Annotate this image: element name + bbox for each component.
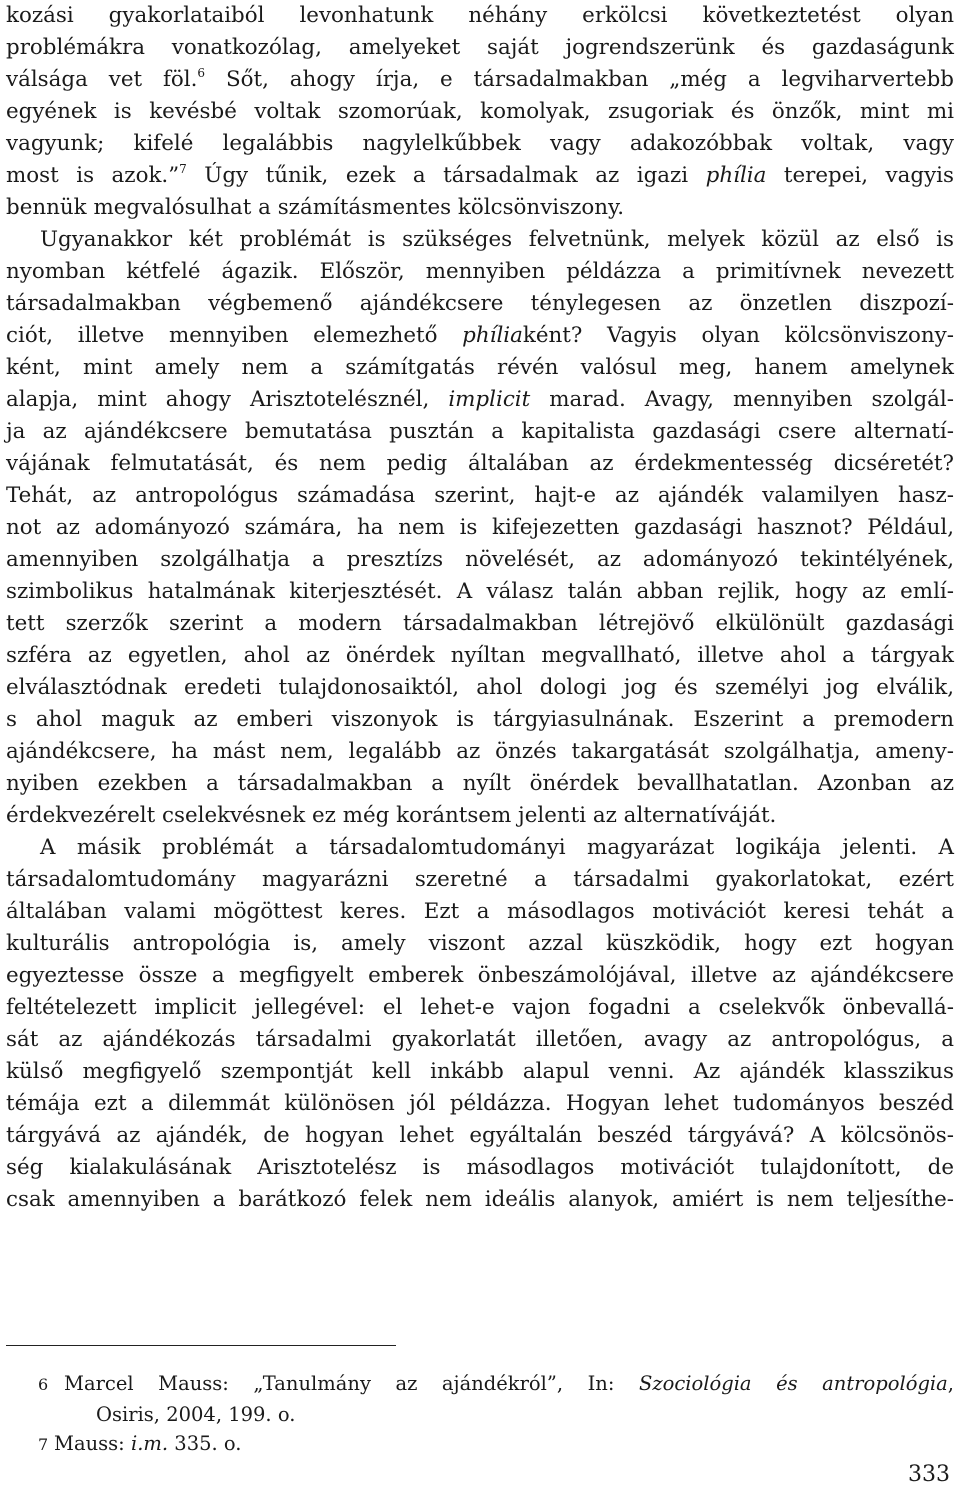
text-line: nyiben ezekben a társadalmakban a nyílt önérdek bevallhatatlan. Azonban az [6, 771, 954, 796]
text-span: most is azok.” [6, 163, 180, 188]
text-line: s ahol maguk az emberi viszonyok is tárgyiasulnának. Eszerint a premodern [6, 707, 954, 732]
text-span: ként? Vagyis olyan kölcsönviszony- [522, 323, 954, 348]
text-line: elválasztódnak eredeti tulajdonosaiktól, ahol dologi jog és személyi jog elválik, [6, 675, 954, 700]
page-number: 333 [908, 1462, 950, 1487]
text-line: egyeztesse össze a megfigyelt emberek önbeszámolójával, illetve az ajándékcsere [6, 963, 954, 988]
text-line: Ugyanakkor két problémát is szükséges felvetnünk, melyek közül az első is [40, 227, 954, 252]
text-span: Mauss: [54, 1432, 125, 1455]
footnote-ref[interactable]: 6 [197, 66, 206, 80]
text-span: Marcel Mauss: „Tanulmány az ajándékról”, In: [64, 1372, 615, 1395]
italic-abbrev: i.m. [130, 1432, 169, 1455]
text-line [6, 64, 954, 96]
text-line: ajándékcsere, ha mást nem, legalább az önzés takargatását szolgálhatja, ameny- [6, 739, 954, 764]
text-line [6, 384, 954, 416]
text-line: csak amennyiben a barátkozó felek nem ideális alanyok, amiért is nem teljesíthe- [6, 1187, 954, 1212]
text-line: ja az ajándékcsere bemutatása pusztán a kapitalista gazdasági csere alternatí- [6, 419, 954, 444]
text-span: ciót, illetve mennyiben elemezhető [6, 323, 438, 348]
text-span: alapja, mint ahogy Arisztotelésznél, [6, 387, 430, 412]
text-line: vagyunk; kifelé legalábbis nagylelkűbbek vagy adakozóbbak voltak, vagy [6, 131, 954, 156]
text-line: kozási gyakorlataiból levonhatunk néhány erkölcsi következtetést olyan [6, 3, 954, 28]
italic-term: phília [705, 163, 767, 188]
text-line: társadalomtudomány magyarázni szeretné a társadalmi gyakorlatokat, ezért [6, 867, 954, 892]
text-span: Úgy tűnik, ezek a társadalmak az igazi [204, 163, 689, 188]
footnote-text [64, 1370, 954, 1398]
text-line: bennük megvalósulhat a számításmentes kölcsönviszony. [6, 195, 625, 220]
text-line: ség kialakulásának Arisztotelész is másodlagos motivációt tulajdonított, de [6, 1155, 954, 1180]
text-line [6, 160, 954, 192]
text-line: sát az ajándékozás társadalmi gyakorlatát illetően, avagy az antropológus, a [6, 1027, 954, 1052]
text-line: A másik problémát a társadalomtudományi magyarázat logikája jelenti. A [40, 835, 954, 860]
text-line: általában valami mögöttest keres. Ezt a másodlagos motivációt keresi tehát a [6, 899, 954, 924]
text-line [6, 320, 954, 352]
text-line: szféra az egyetlen, ahol az önérdek nyíltan megvallható, illetve ahol a tárgyak [6, 643, 954, 668]
text-line: Tehát, az antropológus számadása szerint, hajt-e az ajándék valamilyen hasz- [6, 483, 954, 508]
text-line: amennyiben szolgálhatja a presztízs növelését, az adományozó tekintélyének, [6, 547, 954, 572]
text-line: egyének is kevésbé voltak szomorúak, komolyak, zsugoriak és önzők, mint mi [6, 99, 954, 124]
text-line: not az adományozó számára, ha nem is kifejezetten gazdasági hasznot? Például, [6, 515, 954, 540]
text-span: , [947, 1372, 954, 1395]
text-line: külső megfigyelő szempontját kell inkább alapul venni. Az ajándék klasszikus [6, 1059, 954, 1084]
text-span: marad. Avagy, mennyiben szolgál- [549, 387, 955, 412]
text-line: érdekvezérelt cselekvésnek ez még korántsem jelenti az alternatíváját. [6, 803, 777, 828]
footnote-text [54, 1430, 242, 1458]
italic-term: implicit [448, 387, 531, 412]
text-line: ként, mint amely nem a számítgatás révén valósul meg, hanem amelynek [6, 355, 954, 380]
text-line: problémákra vonatkozólag, amelyeket saját jogrendszerünk és gazdaságunk [6, 35, 954, 60]
text-line: feltételezett implicit jellegével: el lehet-e vajon fogadni a cselekvők önbevallá- [6, 995, 954, 1020]
footnote-ref[interactable]: 7 [179, 162, 187, 176]
text-line: tárgyává az ajándék, de hogyan lehet egyáltalán beszéd tárgyává? A kölcsönös- [6, 1123, 954, 1148]
text-line: társadalmakban végbemenő ajándékcsere ténylegesen az önzetlen diszpozí- [6, 291, 954, 316]
text-line: kulturális antropológia is, amely viszont azzal küszködik, hogy ezt hogyan [6, 931, 954, 956]
italic-title: Szociológia és antropológia [638, 1372, 948, 1395]
footnote-number: 7 [38, 1435, 49, 1454]
footnote-text: Osiris, 2004, 199. o. [96, 1403, 296, 1426]
text-line: vájának felmutatását, és nem pedig általában az érdekmentesség dicséretét? [6, 451, 954, 476]
footnote-separator [6, 1345, 396, 1346]
footnote-number: 6 [38, 1375, 49, 1394]
text-span: 335. o. [174, 1432, 242, 1455]
text-span: terepei, vagyis [783, 163, 954, 188]
text-span: Sőt, ahogy írja, e társadalmakban „még a legviharvertebb [225, 67, 954, 92]
text-line: témája ezt a dilemmát különösen jól példázza. Hogyan lehet tudományos beszéd [6, 1091, 954, 1116]
text-span: válsága vet föl. [6, 67, 198, 92]
text-line: nyomban kétfelé ágazik. Először, mennyiben példázza a primitívnek nevezett [6, 259, 954, 284]
text-line: tett szerzők szerint a modern társadalmakban létrejövő elkülönült gazdasági [6, 611, 954, 636]
text-line: szimbolikus hatalmának kiterjesztését. A válasz talán abban rejlik, hogy az emlí- [6, 579, 954, 604]
italic-term: phília [462, 323, 523, 348]
